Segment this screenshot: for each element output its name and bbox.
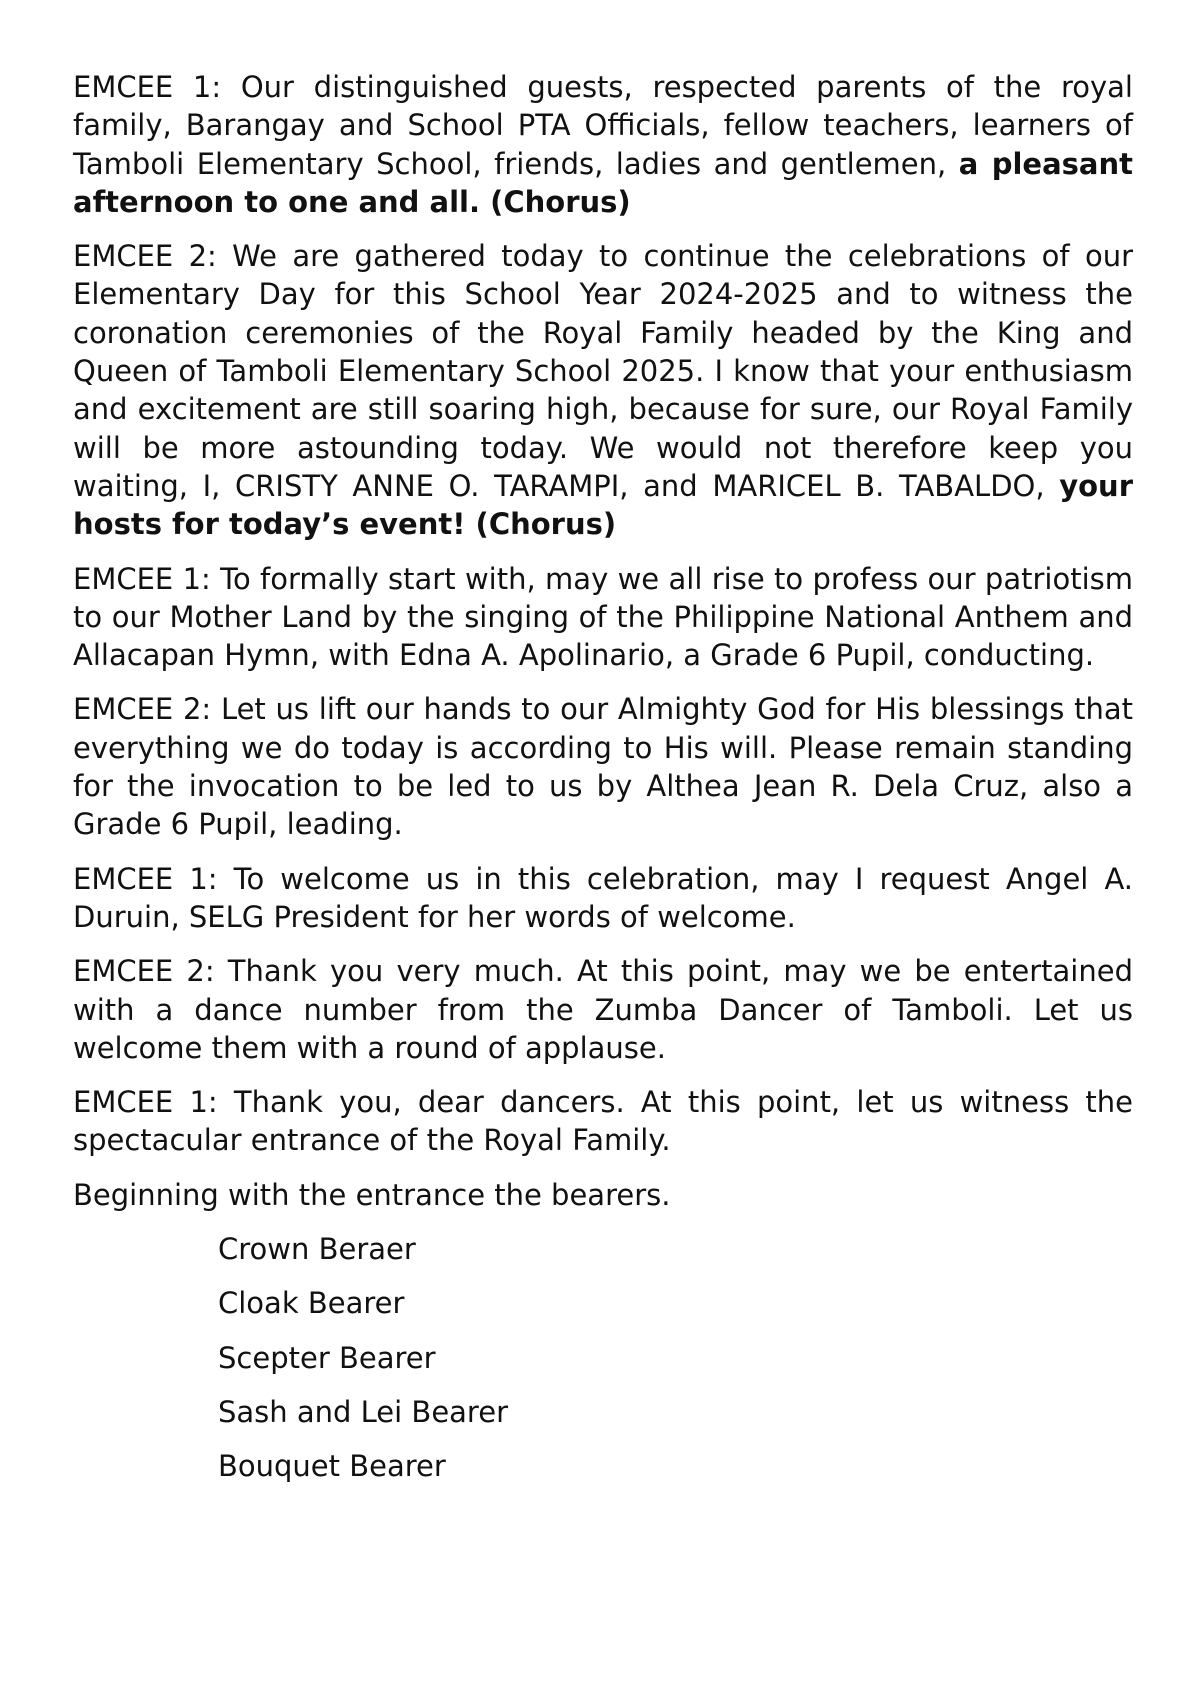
paragraph-text: EMCEE 2: Let us lift our hands to our Almighty God for His blessings that everything we do today is according to His will. Please remain standing for the invocation to be led to us by Althea Jean R. Dela Cruz, also a Grade 6 Pupil, leading. [73, 692, 1133, 842]
document-page [73, 68, 1133, 1502]
paragraph-emcee2-dance [73, 952, 1133, 1067]
paragraph-text: EMCEE 1: Our distinguished guests, respected parents of the royal family, Barangay and School PTA Officials, fellow teachers, learners of Tamboli Elementary School, friends, ladies and gentlemen, [73, 70, 1133, 181]
paragraph-emcee1-welcome [73, 860, 1133, 937]
paragraph-emcee2-invocation [73, 690, 1133, 843]
paragraph-bearers-intro [73, 1176, 1133, 1214]
paragraph-text: Beginning with the entrance the bearers. [73, 1177, 671, 1212]
bearer-item-sash-lei: Sash and Lei Bearer [218, 1394, 508, 1429]
bearers-list [73, 1230, 1133, 1485]
paragraph-text: EMCEE 2: Thank you very much. At this point, may we be entertained with a dance number from the Zumba Dancer of Tamboli. Let us welcome them with a round of applause. [73, 954, 1133, 1065]
paragraph-emcee1-greeting [73, 68, 1133, 221]
paragraph-emcee2-introduction [73, 237, 1133, 543]
paragraph-text: EMCEE 2: We are gathered today to continue the celebrations of our Elementary Day for this School Year 2024-2025 and to witness the coronation ceremonies of the Royal Family headed by the King and Queen of Tamboli Elementary School 2025. I know that your enthusiasm and excitement are still soaring high, because for sure, our Royal Family will be more astounding today. We would not therefore keep you waiting, I, CRISTY ANNE O. TARAMPI, and MARICEL B. TABALDO, [73, 239, 1133, 503]
paragraph-bold-text: a pleasant afternoon to one and all. (Chorus) [73, 146, 1133, 219]
paragraph-text: EMCEE 1: Thank you, dear dancers. At this point, let us witness the spectacular entrance of the Royal Family. [73, 1085, 1133, 1158]
bearer-item-bouquet: Bouquet Bearer [218, 1449, 446, 1484]
paragraph-bold-text: your hosts for today’s event! (Chorus) [73, 468, 1133, 542]
bearer-item-cloak: Cloak Bearer [218, 1286, 405, 1321]
paragraph-emcee1-entrance [73, 1083, 1133, 1160]
bearer-item-crown: Crown Beraer [218, 1232, 416, 1267]
paragraph-emcee1-anthem [73, 560, 1133, 675]
paragraph-text: EMCEE 1: To formally start with, may we all rise to profess our patriotism to our Mother Land by the singing of the Philippine National Anthem and Allacapan Hymn, with Edna A. Apolinario, a Grade 6 Pupil, conducting. [73, 561, 1133, 673]
bearer-item-scepter: Scepter Bearer [218, 1340, 436, 1375]
paragraph-text: EMCEE 1: To welcome us in this celebration, may I request Angel A. Duruin, SELG President for her words of welcome. [73, 861, 1133, 934]
